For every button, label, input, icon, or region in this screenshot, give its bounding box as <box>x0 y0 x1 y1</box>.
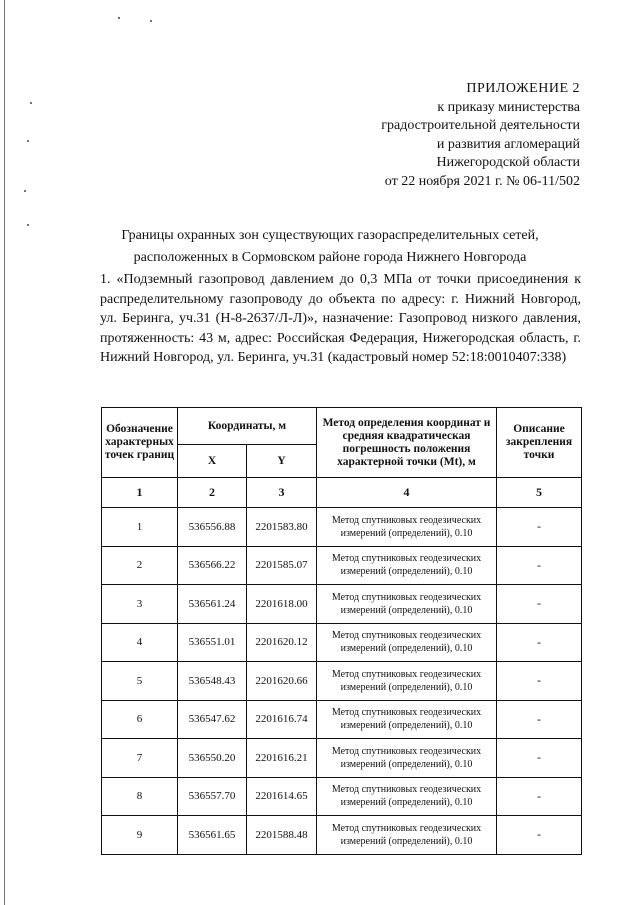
description-cell: - <box>497 662 582 701</box>
column-numbers-row <box>102 478 582 508</box>
column-number: 1 <box>102 478 178 508</box>
table-row <box>102 623 582 662</box>
object-description-paragraph: 1. «Подземный газопровод давлением до 0,3 МПа от точки присоединения к распределительному газопроводу до объекта по адресу: г. Нижний Новгород, ул. Беринга, уч.31 (Н-8-2637/Л-Л)», назначение: Газопровод низкого давления, протяженность: 43 м, адрес: Российская Федерация, Нижегородская область, г. Нижний Новгород, ул. Беринга, уч.31 (кадастровый номер 52:18:0010407:338) <box>100 272 581 365</box>
header-coordinates: Координаты, м <box>178 408 317 445</box>
y-coordinate-cell: 2201585.07 <box>247 546 317 585</box>
method-cell: Метод спутниковых геодезических измерений (определений), 0.10 <box>317 700 497 739</box>
column-number: 5 <box>497 478 582 508</box>
header-x: X <box>178 445 247 478</box>
point-cell: 1 <box>102 508 178 547</box>
y-coordinate-cell: 2201614.65 <box>247 777 317 816</box>
point-cell: 7 <box>102 739 178 778</box>
method-cell: Метод спутниковых геодезических измерений (определений), 0.10 <box>317 546 497 585</box>
column-number: 3 <box>247 478 317 508</box>
description-cell: - <box>497 508 582 547</box>
point-cell: 4 <box>102 623 178 662</box>
appendix-title: ПРИЛОЖЕНИЕ 2 <box>466 81 580 96</box>
appendix-line: к приказу министерства <box>437 99 580 115</box>
table-row <box>102 662 582 701</box>
table-row <box>102 816 582 855</box>
x-coordinate-cell: 536557.70 <box>178 777 247 816</box>
x-coordinate-cell: 536550.20 <box>178 739 247 778</box>
y-coordinate-cell: 2201618.00 <box>247 585 317 624</box>
method-cell: Метод спутниковых геодезических измерений (определений), 0.10 <box>317 662 497 701</box>
table-body <box>102 508 582 855</box>
table-row <box>102 777 582 816</box>
document-title <box>100 225 560 269</box>
method-cell: Метод спутниковых геодезических измерений (определений), 0.10 <box>317 739 497 778</box>
x-coordinate-cell: 536556.88 <box>178 508 247 547</box>
method-cell: Метод спутниковых геодезических измерений (определений), 0.10 <box>317 623 497 662</box>
y-coordinate-cell: 2201620.66 <box>247 662 317 701</box>
header-method: Метод определения координат и средняя квадратическая погрешность положения характерной точки (Mt), м <box>317 408 497 478</box>
table-row <box>102 700 582 739</box>
header-point: Обозначение характерных точек границ <box>102 408 178 478</box>
method-cell: Метод спутниковых геодезических измерений (определений), 0.10 <box>317 777 497 816</box>
scan-speck <box>30 102 32 104</box>
appendix-header <box>300 80 580 191</box>
point-cell: 8 <box>102 777 178 816</box>
description-cell: - <box>497 816 582 855</box>
scan-edge-line <box>4 0 5 905</box>
table-row <box>102 508 582 547</box>
appendix-line: и развития агломераций <box>436 136 580 152</box>
x-coordinate-cell: 536566.22 <box>178 546 247 585</box>
y-coordinate-cell: 2201616.21 <box>247 739 317 778</box>
table-row <box>102 585 582 624</box>
scan-speck <box>118 17 120 19</box>
y-coordinate-cell: 2201620.12 <box>247 623 317 662</box>
table-header-row <box>102 408 582 445</box>
coordinates-table <box>101 407 582 855</box>
x-coordinate-cell: 536561.65 <box>178 816 247 855</box>
description-cell: - <box>497 739 582 778</box>
y-coordinate-cell: 2201583.80 <box>247 508 317 547</box>
header-y: Y <box>247 445 317 478</box>
scan-speck <box>150 20 152 22</box>
scan-speck <box>24 190 26 192</box>
description-cell: - <box>497 623 582 662</box>
method-cell: Метод спутниковых геодезических измерений (определений), 0.10 <box>317 585 497 624</box>
appendix-line: Нижегородской области <box>436 155 580 170</box>
point-cell: 2 <box>102 546 178 585</box>
point-cell: 6 <box>102 700 178 739</box>
header-description: Описание закрепления точки <box>497 408 582 478</box>
point-cell: 5 <box>102 662 178 701</box>
table-row <box>102 739 582 778</box>
description-cell: - <box>497 546 582 585</box>
scan-speck <box>27 140 29 142</box>
method-cell: Метод спутниковых геодезических измерений (определений), 0.10 <box>317 508 497 547</box>
x-coordinate-cell: 536561.24 <box>178 585 247 624</box>
column-number: 4 <box>317 478 497 508</box>
y-coordinate-cell: 2201588.48 <box>247 816 317 855</box>
x-coordinate-cell: 536548.43 <box>178 662 247 701</box>
appendix-date-number: от 22 ноября 2021 г. № 06-11/502 <box>384 173 580 189</box>
description-cell: - <box>497 585 582 624</box>
scan-speck <box>27 224 29 226</box>
description-cell: - <box>497 700 582 739</box>
x-coordinate-cell: 536547.62 <box>178 700 247 739</box>
table-row <box>102 546 582 585</box>
method-cell: Метод спутниковых геодезических измерений (определений), 0.10 <box>317 816 497 855</box>
description-cell: - <box>497 777 582 816</box>
document-title-line: Границы охранных зон существующих газораспределительных сетей, <box>121 228 539 243</box>
y-coordinate-cell: 2201616.74 <box>247 700 317 739</box>
x-coordinate-cell: 536551.01 <box>178 623 247 662</box>
point-cell: 3 <box>102 585 178 624</box>
appendix-line: градостроительной деятельности <box>381 118 580 133</box>
point-cell: 9 <box>102 816 178 855</box>
document-title-line: расположенных в Сормовском районе города Нижнего Новгорода <box>133 250 527 265</box>
column-number: 2 <box>178 478 247 508</box>
